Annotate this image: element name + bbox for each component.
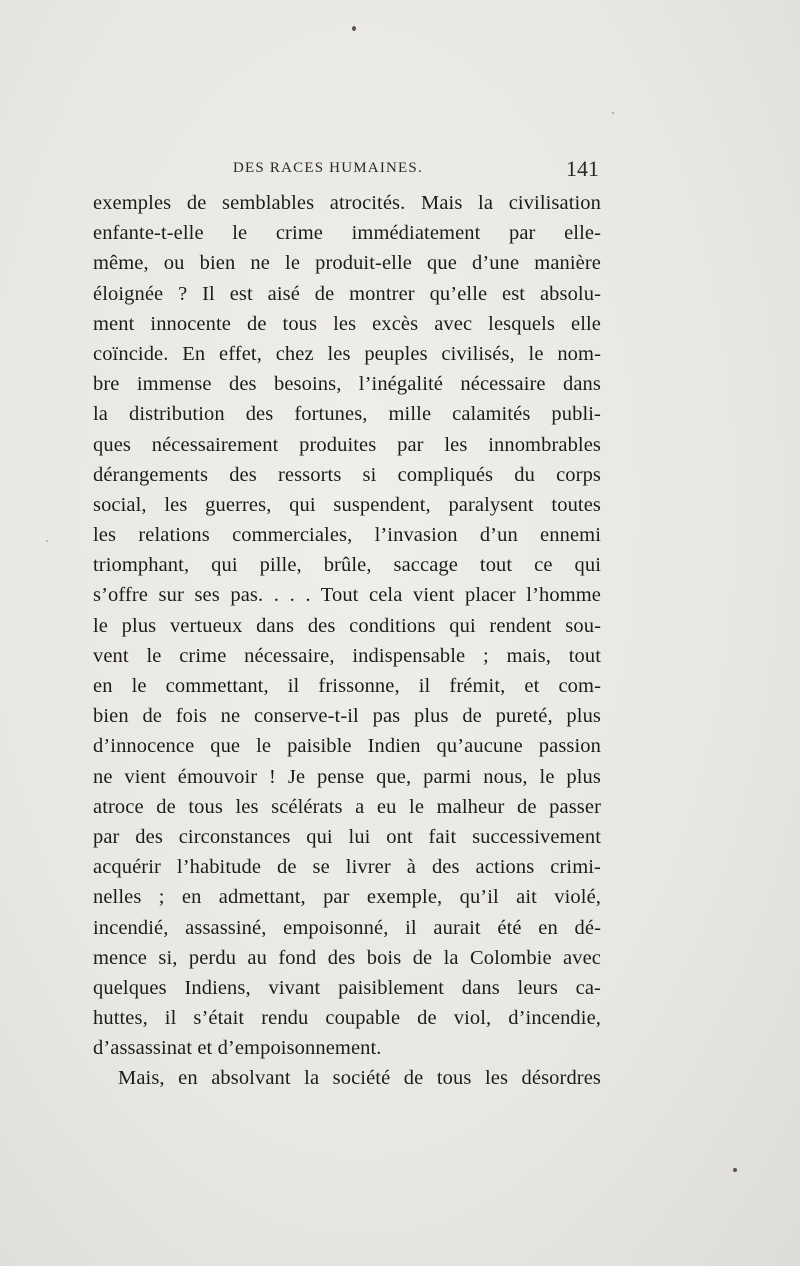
text-line: nelles ; en admettant, par exemple, qu’il ait violé,: [93, 886, 601, 909]
paper-speck: [612, 112, 614, 114]
running-title: DES RACES HUMAINES.: [233, 160, 423, 176]
running-head: [93, 158, 601, 182]
text-line: d’assassinat et d’empoisonnement.: [93, 1037, 382, 1060]
text-line: bien de fois ne conserve-t-il pas plus de pureté, plus: [93, 705, 601, 728]
paper-speck: [352, 26, 356, 31]
body-text: [93, 188, 601, 1094]
text-line: ques nécessairement produites par les innombrables: [93, 433, 601, 456]
text-line: atroce de tous les scélérats a eu le malheur de passer: [93, 795, 601, 818]
text-line: enfante-t-elle le crime immédiatement par elle-: [93, 222, 601, 245]
text-line: ment innocente de tous les excès avec lesquels elle: [93, 312, 601, 335]
text-line: coïncide. En effet, chez les peuples civilisés, le nom-: [93, 342, 601, 365]
text-line: s’offre sur ses pas. . . . Tout cela vient placer l’homme: [93, 584, 601, 607]
paper-speck: [733, 1168, 737, 1172]
text-line: le plus vertueux dans des conditions qui rendent sou-: [93, 614, 601, 637]
text-line: triomphant, qui pille, brûle, saccage tout ce qui: [93, 554, 601, 577]
text-line: en le commettant, il frissonne, il frémit, et com-: [93, 675, 601, 697]
text-line: incendié, assassiné, empoisonné, il aurait été en dé-: [93, 916, 601, 939]
text-line: vent le crime nécessaire, indispensable ; mais, tout: [93, 644, 601, 667]
text-line: bre immense des besoins, l’inégalité nécessaire dans: [93, 373, 601, 396]
text-line: par des circonstances qui lui ont fait successivement: [93, 825, 601, 848]
text-line: éloignée ? Il est aisé de montrer qu’elle est absolu-: [93, 282, 601, 305]
text-line: exemples de semblables atrocités. Mais la civilisation: [93, 192, 601, 214]
text-line: social, les guerres, qui suspendent, paralysent toutes: [93, 493, 601, 516]
text-line: quelques Indiens, vivant paisiblement dans leurs ca-: [93, 976, 601, 999]
paragraph-start-line: Mais, en absolvant la société de tous les désordres: [118, 1067, 601, 1090]
page-number: 141: [566, 156, 599, 181]
text-line: acquérir l’habitude de se livrer à des actions crimi-: [93, 856, 601, 879]
text-line: les relations commerciales, l’invasion d’un ennemi: [93, 524, 601, 547]
text-line: la distribution des fortunes, mille calamités publi-: [93, 403, 601, 426]
text-line: mence si, perdu au fond des bois de la Colombie avec: [93, 946, 601, 969]
text-line: ne vient émouvoir ! Je pense que, parmi nous, le plus: [93, 765, 601, 788]
text-line: d’innocence que le paisible Indien qu’aucune passion: [93, 735, 601, 758]
text-line: même, ou bien ne le produit-elle que d’une manière: [93, 252, 601, 275]
paper-speck: [46, 540, 48, 542]
text-line: dérangements des ressorts si compliqués du corps: [93, 463, 601, 486]
text-line: huttes, il s’était rendu coupable de viol, d’incendie,: [93, 1007, 601, 1030]
